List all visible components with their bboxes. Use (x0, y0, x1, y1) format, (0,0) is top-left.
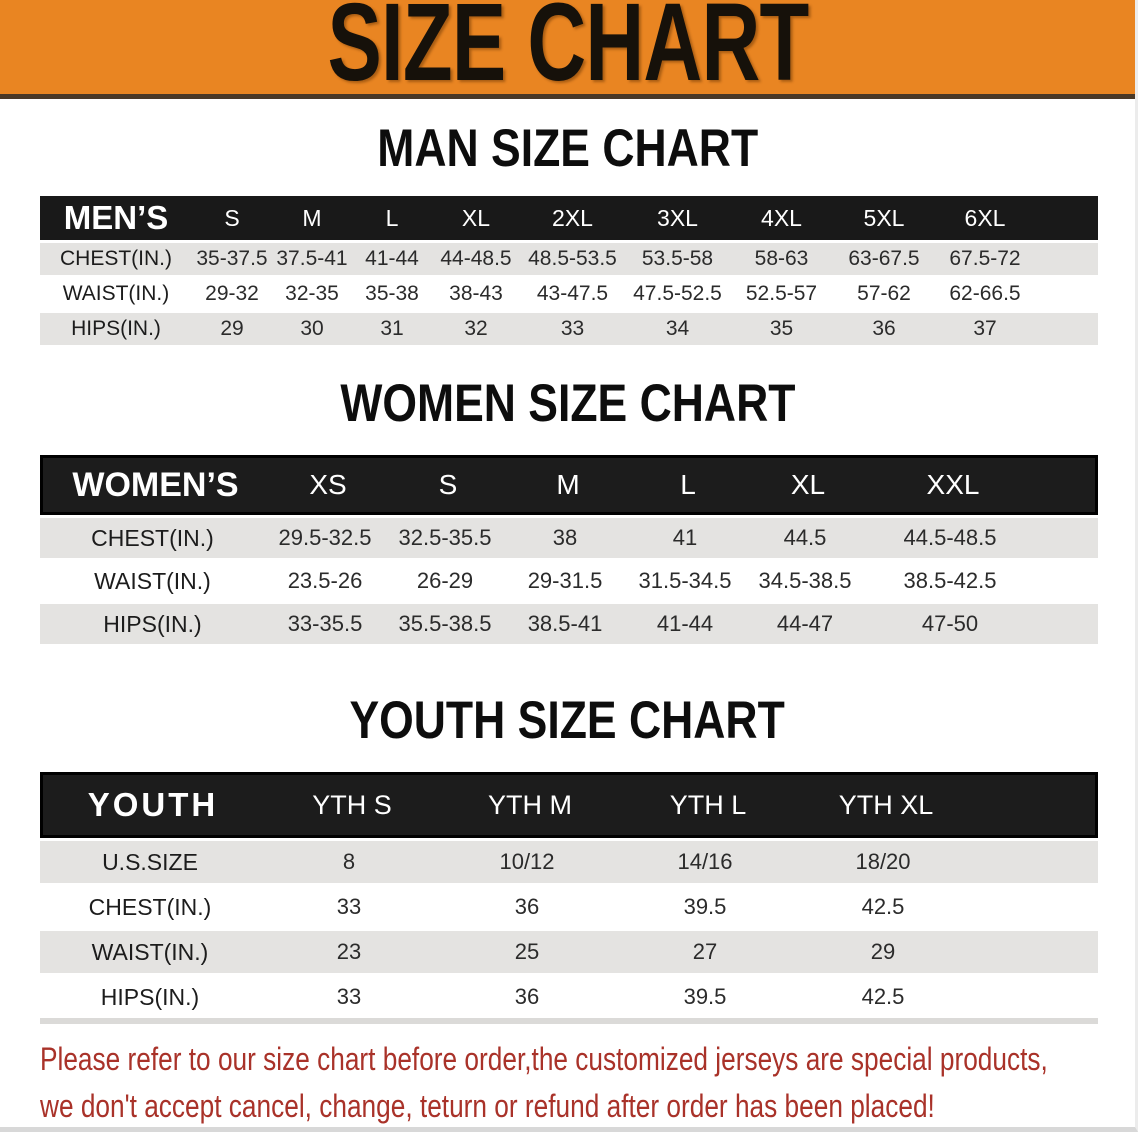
size-value-cell: 37.5-41 (276, 247, 348, 270)
size-value-cell: 35 (769, 317, 794, 340)
table-row (40, 973, 1098, 1018)
size-value-cell: 38-43 (449, 282, 503, 305)
size-value-cell: 35-37.5 (196, 247, 268, 270)
size-value-cell: 29 (220, 317, 244, 340)
size-value-cell: 32.5-35.5 (398, 525, 492, 550)
row-label: CHEST(IN.) (88, 893, 212, 920)
row-label: HIPS(IN.) (103, 610, 202, 637)
size-value-cell: 48.5-53.5 (528, 247, 617, 270)
size-value-cell: 27 (692, 939, 718, 964)
size-value-cell: 47-50 (921, 611, 979, 636)
size-value-cell: 62-66.5 (949, 282, 1021, 305)
size-value-cell: 8 (342, 849, 356, 874)
column-header: 2XL (552, 204, 593, 231)
size-value-cell: 29.5-32.5 (278, 525, 372, 550)
column-header: YTH L (669, 789, 747, 820)
column-header: M (302, 204, 322, 231)
table-row (40, 883, 1098, 928)
row-label: U.S.SIZE (102, 848, 198, 875)
table-row (40, 515, 1098, 558)
men-section-heading (0, 119, 1135, 178)
row-label: WAIST(IN.) (62, 282, 170, 305)
size-value-cell: 31 (380, 317, 404, 340)
row-label: CHEST(IN.) (60, 247, 172, 270)
youth-size-table (40, 772, 1098, 1024)
banner (0, 0, 1135, 104)
men-section-heading-text: MAN SIZE CHART (377, 119, 758, 178)
size-value-cell: 47.5-52.5 (633, 282, 722, 305)
column-header: 5XL (863, 204, 905, 231)
size-value-cell: 32 (464, 317, 488, 340)
men-size-table (40, 196, 1098, 345)
size-value-cell: 35-38 (365, 282, 419, 305)
size-value-cell: 63-67.5 (848, 247, 920, 270)
page-title: SIZE CHART (327, 0, 808, 104)
size-value-cell: 41-44 (365, 247, 419, 270)
column-header: M (556, 469, 580, 500)
row-label: WAIST(IN.) (91, 938, 209, 965)
column-header: L (385, 204, 399, 231)
size-value-cell: 29-31.5 (527, 568, 603, 593)
table-row (40, 240, 1098, 275)
size-value-cell: 10/12 (499, 849, 555, 874)
size-value-cell: 37 (973, 317, 997, 340)
size-value-cell: 23.5-26 (287, 568, 363, 593)
table-corner-label: YOUTH (87, 786, 219, 823)
size-value-cell: 31.5-34.5 (638, 568, 732, 593)
row-label: CHEST(IN.) (91, 524, 214, 551)
youth-table-header-row (40, 772, 1098, 838)
size-value-cell: 44.5-48.5 (903, 525, 997, 550)
size-value-cell: 29 (870, 939, 896, 964)
size-value-cell: 53.5-58 (641, 247, 714, 270)
women-section-heading (0, 374, 1135, 433)
column-header: S (224, 204, 240, 231)
size-value-cell: 29-32 (205, 282, 259, 305)
size-value-cell: 67.5-72 (949, 247, 1021, 270)
size-value-cell: 36 (872, 317, 896, 340)
size-value-cell: 25 (514, 939, 540, 964)
size-value-cell: 26-29 (416, 568, 474, 593)
size-value-cell: 57-62 (857, 282, 911, 305)
table-row (40, 928, 1098, 973)
column-header: YTH M (488, 789, 572, 820)
row-label: HIPS(IN.) (100, 983, 200, 1010)
youth-section-heading-text: YOUTH SIZE CHART (349, 691, 786, 750)
size-value-cell: 35.5-38.5 (398, 611, 492, 636)
size-value-cell: 33 (560, 317, 585, 340)
size-value-cell: 39.5 (683, 894, 727, 919)
size-value-cell: 44-48.5 (440, 247, 512, 270)
size-value-cell: 14/16 (677, 849, 733, 874)
table-corner-label: WOMEN’S (72, 465, 239, 504)
size-value-cell: 42.5 (861, 984, 905, 1009)
table-row (40, 275, 1098, 310)
size-value-cell: 32-35 (285, 282, 339, 305)
size-value-cell: 44.5 (783, 525, 827, 550)
size-value-cell: 38.5-42.5 (903, 568, 997, 593)
size-value-cell: 33-35.5 (287, 611, 363, 636)
column-header: 6XL (964, 204, 1006, 231)
youth-section-heading (0, 691, 1135, 750)
table-corner-label: MEN’S (63, 199, 169, 236)
women-section-heading-text: WOMEN SIZE CHART (339, 374, 796, 433)
column-header: XL (790, 469, 826, 500)
women-size-table (40, 455, 1098, 644)
table-row (40, 601, 1098, 644)
size-value-cell: 42.5 (861, 894, 905, 919)
table-row (40, 838, 1098, 883)
size-value-cell: 44-47 (776, 611, 834, 636)
column-header: XXL (926, 469, 980, 500)
row-label: HIPS(IN.) (71, 317, 161, 340)
size-value-cell: 33 (336, 984, 362, 1009)
size-value-cell: 41 (672, 525, 698, 550)
size-value-cell: 34 (665, 317, 690, 340)
disclaimer (40, 1036, 1120, 1130)
table-row (40, 310, 1098, 345)
disclaimer-line-1: Please refer to our size chart before order,the customized jerseys are special products, (40, 1041, 1048, 1077)
row-label: WAIST(IN.) (94, 567, 211, 594)
column-header: 4XL (761, 204, 802, 231)
size-value-cell: 18/20 (855, 849, 911, 874)
size-value-cell: 41-44 (656, 611, 714, 636)
column-header: XL (461, 204, 491, 231)
column-header: S (438, 469, 458, 500)
women-table-header-row (40, 455, 1098, 515)
column-header: YTH XL (838, 789, 934, 820)
size-value-cell: 38.5-41 (527, 611, 603, 636)
size-value-cell: 52.5-57 (745, 282, 818, 305)
size-value-cell: 38 (552, 525, 578, 550)
column-header: XS (309, 469, 347, 500)
size-value-cell: 30 (300, 317, 324, 340)
size-value-cell: 36 (514, 894, 540, 919)
size-value-cell: 33 (336, 894, 362, 919)
column-header: 3XL (657, 204, 698, 231)
column-header: YTH S (312, 789, 392, 820)
disclaimer-line-2: we don't accept cancel, change, teturn or refund after order has been placed! (40, 1088, 935, 1124)
size-value-cell: 43-47.5 (536, 282, 609, 305)
table-row (40, 558, 1098, 601)
size-value-cell: 58-63 (754, 247, 809, 270)
size-value-cell: 34.5-38.5 (758, 568, 852, 593)
size-value-cell: 39.5 (683, 984, 727, 1009)
column-header: L (680, 469, 696, 500)
size-value-cell: 23 (336, 939, 362, 964)
size-value-cell: 36 (514, 984, 540, 1009)
men-table-header-row (40, 196, 1098, 240)
